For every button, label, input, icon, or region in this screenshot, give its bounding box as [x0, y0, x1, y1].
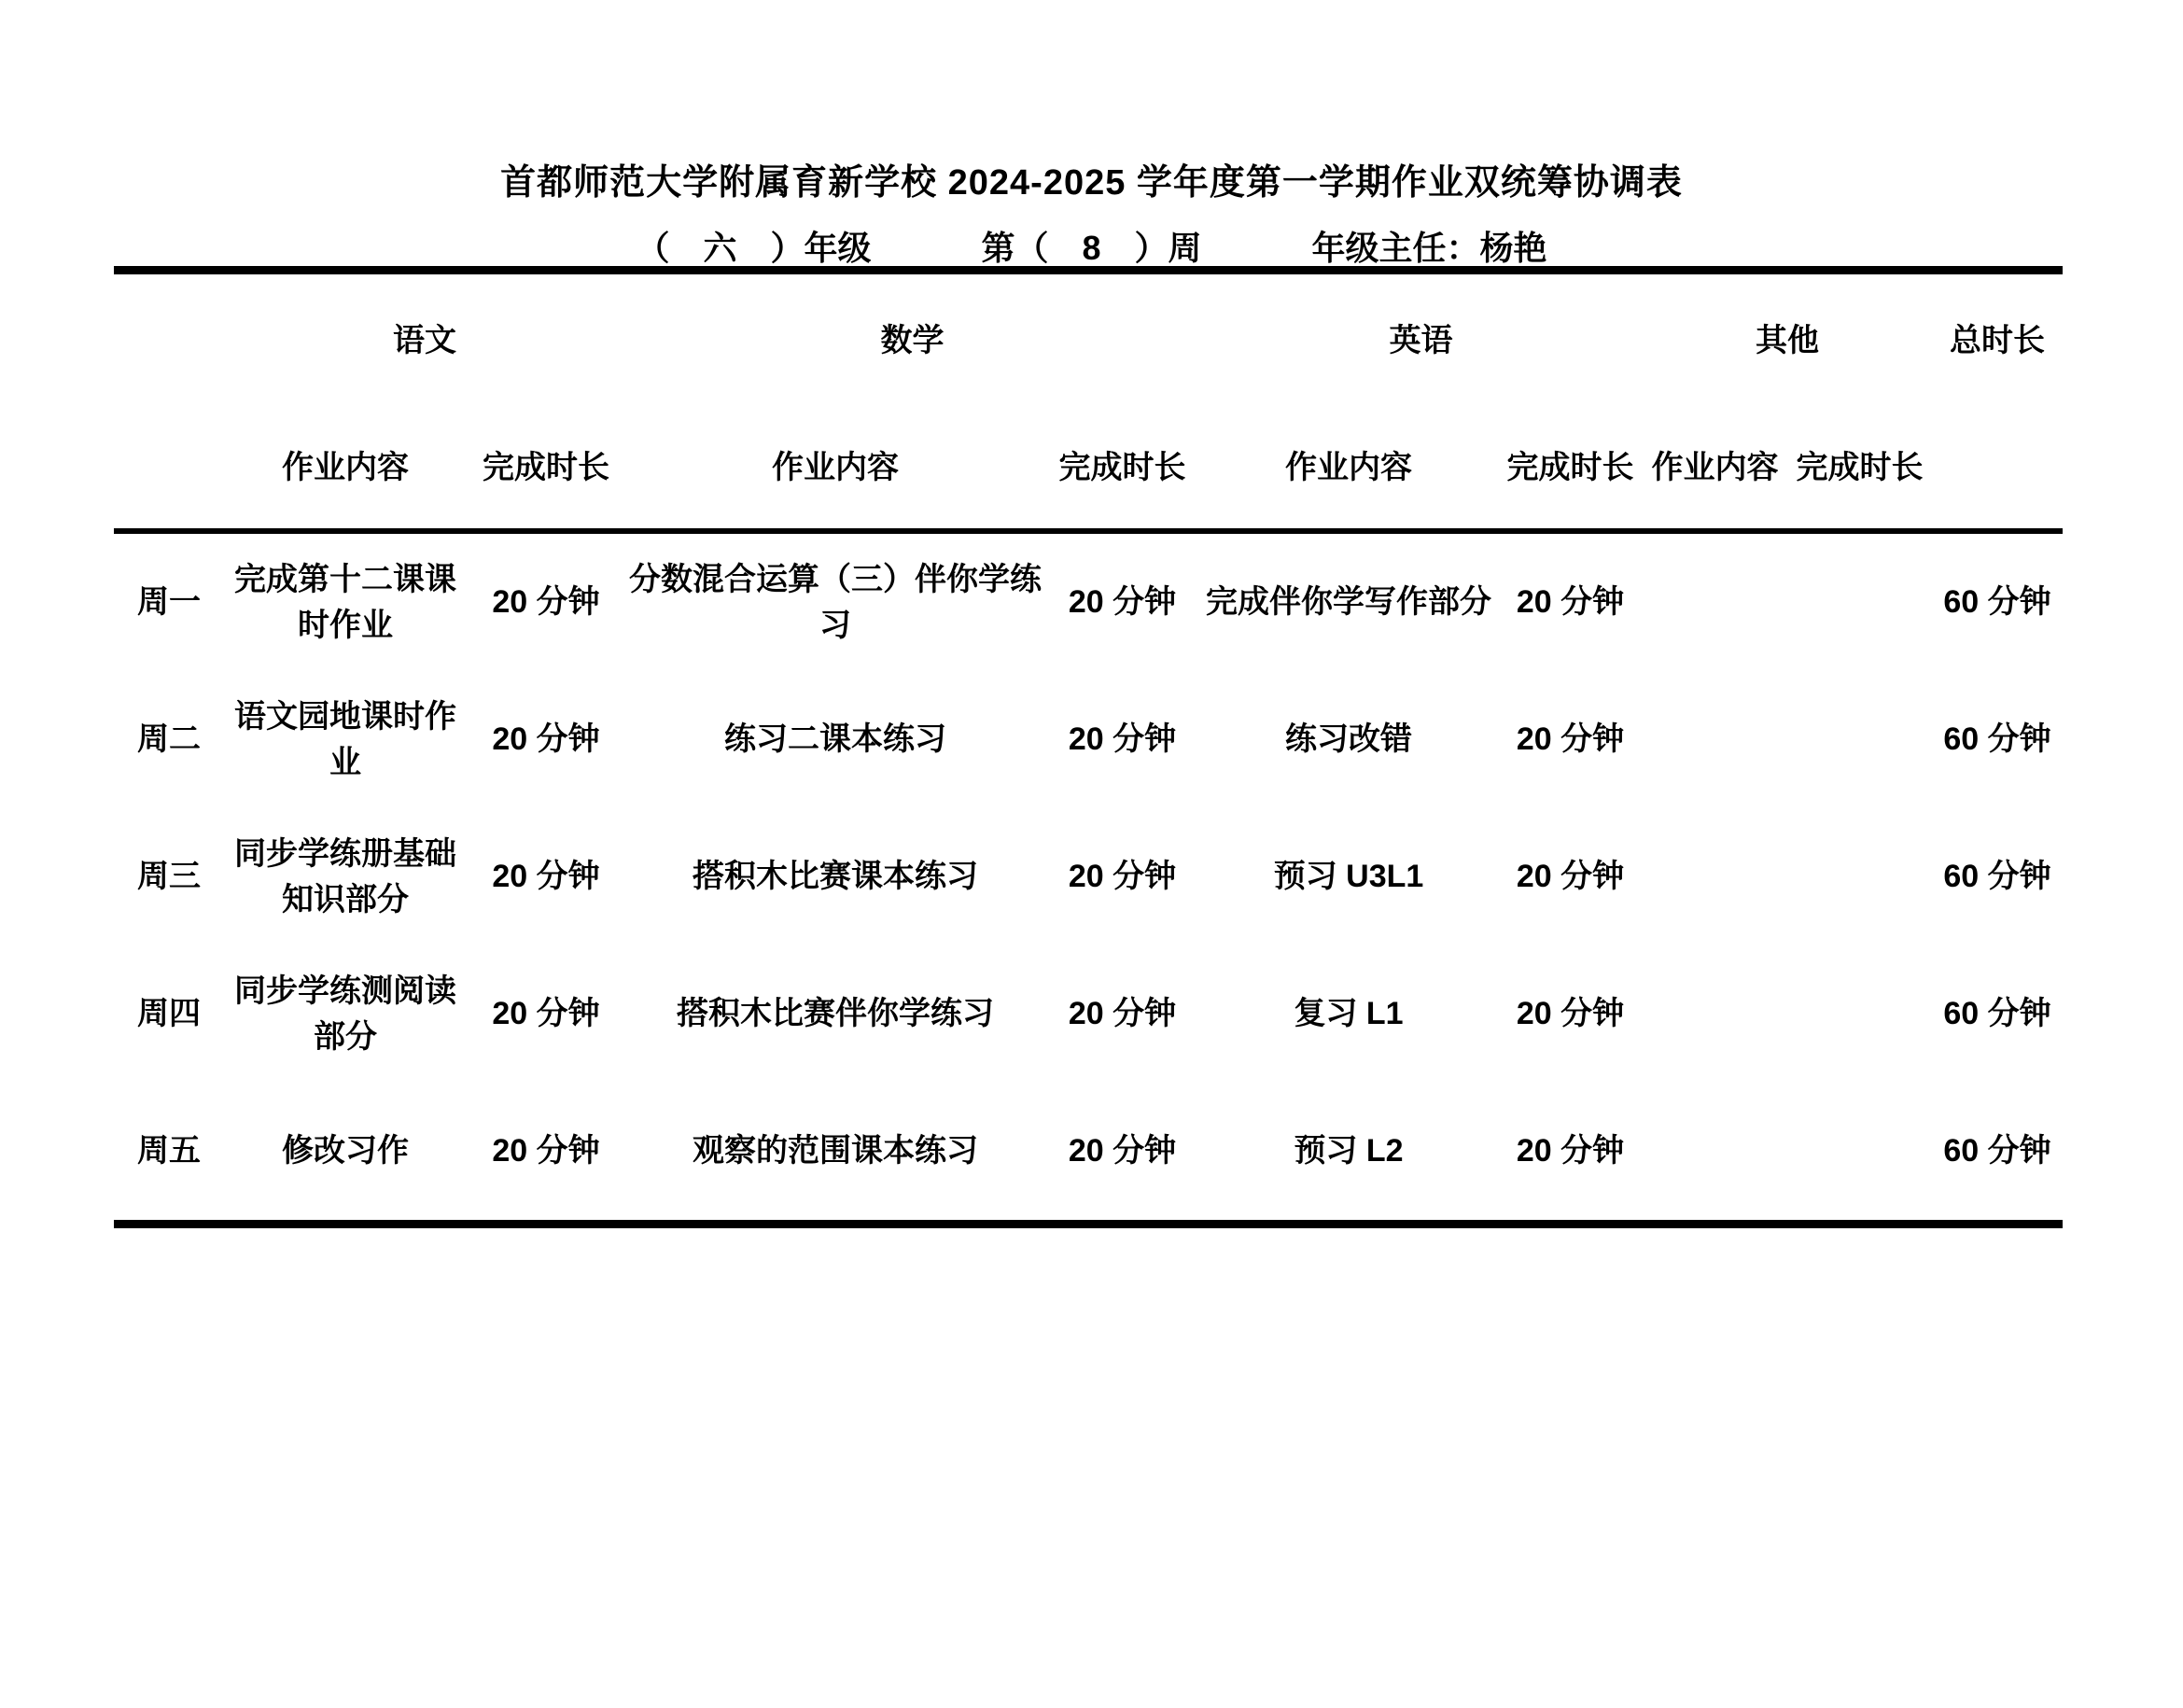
chinese-duration-cell: 20 分钟	[492, 996, 600, 1032]
subheader-row	[114, 408, 2063, 531]
total-column-spacer	[1932, 408, 2063, 531]
chinese-duration-cell: 20 分钟	[492, 584, 600, 621]
total-duration-cell: 60 分钟	[1943, 721, 2051, 758]
table-row-tuesday	[114, 671, 2063, 808]
math-content-cell: 观察的范围课本练习	[693, 1133, 978, 1169]
day-label: 周一	[137, 584, 201, 621]
chinese-content-cell: 同步学练测阅读部分	[234, 973, 456, 1055]
subject-group-header-row	[114, 271, 2063, 409]
chinese-content-cell: 语文园地课时作业	[234, 698, 456, 780]
other-duration-header: 完成时长	[1787, 408, 1932, 531]
chinese-duration-cell: 20 分钟	[492, 1133, 600, 1169]
grade-field: （ 六 ）年级	[636, 228, 872, 267]
english-content-cell: 练习改错	[1285, 721, 1412, 758]
math-duration-cell: 20 分钟	[1068, 584, 1177, 621]
english-content-cell: 预习 U3L1	[1273, 859, 1424, 895]
table-row-wednesday	[114, 808, 2063, 945]
homework-schedule-table	[114, 266, 2063, 1228]
chinese-content-cell: 同步学练册基础知识部分	[234, 835, 456, 917]
other-content-cell	[1643, 1083, 1787, 1225]
math-content-cell: 搭积木比赛课本练习	[693, 859, 978, 895]
chinese-content-header: 作业内容	[224, 408, 467, 531]
english-content-cell: 复习 L1	[1294, 996, 1404, 1032]
english-duration-cell: 20 分钟	[1516, 859, 1625, 895]
table-row-friday	[114, 1083, 2063, 1225]
other-duration-cell	[1787, 671, 1932, 808]
english-duration-header: 完成时长	[1498, 408, 1643, 531]
table-row-thursday	[114, 945, 2063, 1083]
day-column-spacer	[114, 408, 224, 531]
week-field: 第（ 8 ）周	[981, 228, 1202, 267]
other-duration-cell	[1787, 531, 1932, 671]
math-duration-header: 完成时长	[1045, 408, 1199, 531]
math-content-cell: 分数混合运算（三）伴你学练习	[629, 561, 1042, 643]
total-duration-cell: 60 分钟	[1943, 996, 2051, 1032]
other-duration-cell	[1787, 808, 1932, 945]
total-duration-cell: 60 分钟	[1943, 1133, 2051, 1169]
chinese-duration-header: 完成时长	[467, 408, 625, 531]
other-content-cell	[1643, 945, 1787, 1083]
group-header-other: 其他	[1756, 323, 1819, 359]
director-field: 年级主任：杨艳	[1311, 228, 1547, 267]
english-duration-cell: 20 分钟	[1516, 1133, 1625, 1169]
page-title: 首都师范大学附属育新学校 2024-2025 学年度第一学期作业双统筹协调表	[500, 163, 1683, 203]
english-duration-cell: 20 分钟	[1516, 721, 1625, 758]
group-header-english: 英语	[1389, 323, 1453, 359]
subtitle-line	[0, 230, 2183, 267]
total-duration-cell: 60 分钟	[1943, 859, 2051, 895]
day-column-spacer	[114, 271, 224, 409]
group-header-math: 数学	[880, 323, 945, 359]
other-duration-cell	[1787, 1083, 1932, 1225]
math-duration-cell: 20 分钟	[1068, 1133, 1177, 1169]
other-duration-cell	[1787, 945, 1932, 1083]
math-content-cell: 搭积木比赛伴你学练习	[677, 996, 994, 1032]
chinese-content-cell: 完成第十二课课时作业	[234, 561, 456, 643]
day-label: 周二	[137, 721, 201, 758]
group-header-chinese: 语文	[393, 323, 456, 359]
table-row-monday	[114, 531, 2063, 671]
english-content-cell: 完成伴你学写作部分	[1206, 584, 1491, 621]
day-label: 周三	[137, 859, 201, 895]
chinese-duration-cell: 20 分钟	[492, 859, 600, 895]
math-duration-cell: 20 分钟	[1068, 721, 1177, 758]
english-duration-cell: 20 分钟	[1516, 584, 1625, 621]
math-duration-cell: 20 分钟	[1068, 859, 1177, 895]
day-label: 周五	[137, 1133, 201, 1169]
math-duration-cell: 20 分钟	[1068, 996, 1177, 1032]
total-duration-cell: 60 分钟	[1943, 584, 2051, 621]
english-content-header: 作业内容	[1199, 408, 1498, 531]
chinese-content-cell: 修改习作	[282, 1133, 409, 1169]
english-content-cell: 预习 L2	[1294, 1133, 1404, 1169]
group-header-total-duration: 总时长	[1950, 323, 2045, 359]
english-duration-cell: 20 分钟	[1516, 996, 1625, 1032]
math-content-header: 作业内容	[625, 408, 1045, 531]
other-content-header: 作业内容	[1643, 408, 1787, 531]
math-content-cell: 练习二课本练习	[724, 721, 946, 758]
other-content-cell	[1643, 808, 1787, 945]
day-label: 周四	[137, 996, 201, 1032]
other-content-cell	[1643, 671, 1787, 808]
chinese-duration-cell: 20 分钟	[492, 721, 600, 758]
other-content-cell	[1643, 531, 1787, 671]
